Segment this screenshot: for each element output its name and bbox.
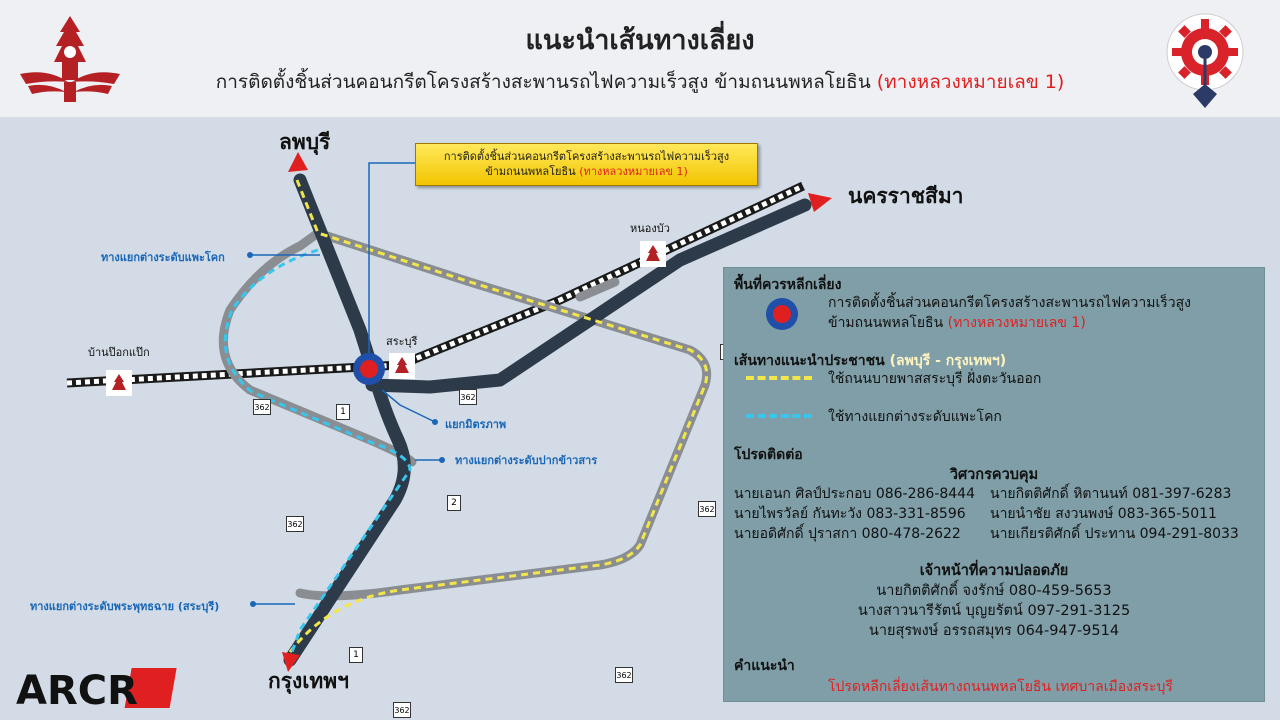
shield-hw2: 2 — [447, 495, 461, 511]
legend-yellow-swatch — [746, 376, 812, 380]
safety-contact: นายสุรพงษ์ อรรถสมุทร 064-947-9514 — [868, 623, 1120, 639]
junction-mittraphap: แยกมิตรภาพ — [445, 418, 507, 431]
avoid-heading: พื้นที่ควรหลีกเลี่ยง — [734, 277, 842, 293]
shield-hw362: 362 — [393, 702, 411, 718]
safety-contact: นางสาวนารีรัตน์ บุญยรัตน์ 097-291-3125 — [857, 603, 1131, 619]
advice-text: โปรดหลีกเลี่ยงเส้นทางถนนพหลโยธิน เทศบาลเมืองสระบุรี — [828, 679, 1173, 695]
avoid-line1: การติดตั้งชิ้นส่วนคอนกรีตโครงสร้างสะพานรถไฟความเร็วสูง — [828, 295, 1191, 311]
page-title: แนะนำเส้นทางเลี่ยง — [525, 25, 755, 56]
legend-cyan-swatch — [746, 414, 812, 418]
shield-hw362: 362 — [253, 399, 271, 415]
city-east: นครราชสีมา — [848, 184, 964, 208]
engineer-contact: นายเอนก ศิลป์ประกอบ 086-286-8444 — [734, 486, 976, 502]
shield-hw362: 362 — [459, 389, 477, 405]
engineer-contact: นายนำชัย สงวนพงษ์ 083-365-5011 — [990, 506, 1217, 522]
shield-hw362: 362 — [698, 501, 716, 517]
place-banpokpaek: บ้านป๊อกแป๊ก — [88, 346, 150, 359]
arcr-logo — [14, 666, 179, 710]
city-north: ลพบุรี — [279, 130, 331, 154]
avoid-line2: ข้ามถนนพหลโยธิน (ทางหลวงหมายเลข 1) — [828, 315, 1086, 331]
legend-panel — [723, 267, 1265, 702]
route-yellow-text: ใช้ถนนบายพาสสระบุรี ฝั่งตะวันออก — [828, 371, 1042, 387]
shield-hw362: 362 — [615, 667, 633, 683]
junction-phraphutthachai: ทางแยกต่างระดับพระพุทธฉาย (สระบุรี) — [30, 600, 220, 613]
station-icon — [389, 353, 415, 379]
gear-logo — [1163, 10, 1247, 110]
contact-heading: โปรดติดต่อ — [734, 447, 803, 463]
engineers-heading: วิศวกรควบคุม — [949, 467, 1039, 483]
arcr-logo-text: ARCR — [16, 668, 138, 710]
construction-callout: การติดตั้งชิ้นส่วนคอนกรีตโครงสร้างสะพานรถไฟความเร็วสูง ข้ามถนนพหลโยธิน (ทางหลวงหมายเลข 1) — [415, 143, 758, 186]
engineer-contact: นายเกียรติศักดิ์ ประทาน 094-291-8033 — [990, 526, 1239, 542]
engineer-contact: นายไพรวัลย์ กันทะวัง 083-331-8596 — [734, 506, 966, 522]
station-icon — [106, 370, 132, 396]
engineer-contact: นายกิตติศักดิ์ หิตานนท์ 081-397-6283 — [990, 486, 1232, 502]
station-icon — [640, 241, 666, 267]
header-bar — [0, 0, 1280, 117]
route-heading: เส้นทางแนะนำประชาชน (ลพบุรี - กรุงเทพฯ) — [734, 353, 1007, 369]
safety-heading: เจ้าหน้าที่ความปลอดภัย — [919, 563, 1069, 579]
arrow-east — [808, 193, 832, 212]
route-cyan-text: ใช้ทางแยกต่างระดับแพะโคก — [828, 409, 1002, 425]
shield-hw1: 1 — [349, 647, 363, 663]
page-subtitle: การติดตั้งชิ้นส่วนคอนกรีตโครงสร้างสะพานรถไฟความเร็วสูง ข้ามถนนพหลโยธิน (ทางหลวงหมายเลข 1) — [215, 71, 1065, 93]
shield-hw362: 362 — [286, 516, 304, 532]
engineer-contact: นายอดิศักดิ์ ปุราสกา 080-478-2622 — [734, 526, 961, 542]
junction-phaekhok: ทางแยกต่างระดับแพะโคก — [101, 251, 225, 264]
advice-heading: คำแนะนำ — [734, 658, 795, 674]
city-south: กรุงเทพฯ — [268, 669, 349, 693]
avoid-point-marker — [353, 353, 385, 385]
junction-pakkhaosan: ทางแยกต่างระดับปากข้าวสาร — [455, 454, 598, 467]
safety-contact: นายกิตติศักดิ์ จงรักษ์ 080-459-5653 — [876, 583, 1112, 599]
place-nongbua: หนองบัว — [630, 222, 670, 235]
avoid-point-icon — [764, 296, 800, 332]
shield-hw1: 1 — [336, 404, 350, 420]
place-saraburi: สระบุรี — [386, 335, 418, 348]
